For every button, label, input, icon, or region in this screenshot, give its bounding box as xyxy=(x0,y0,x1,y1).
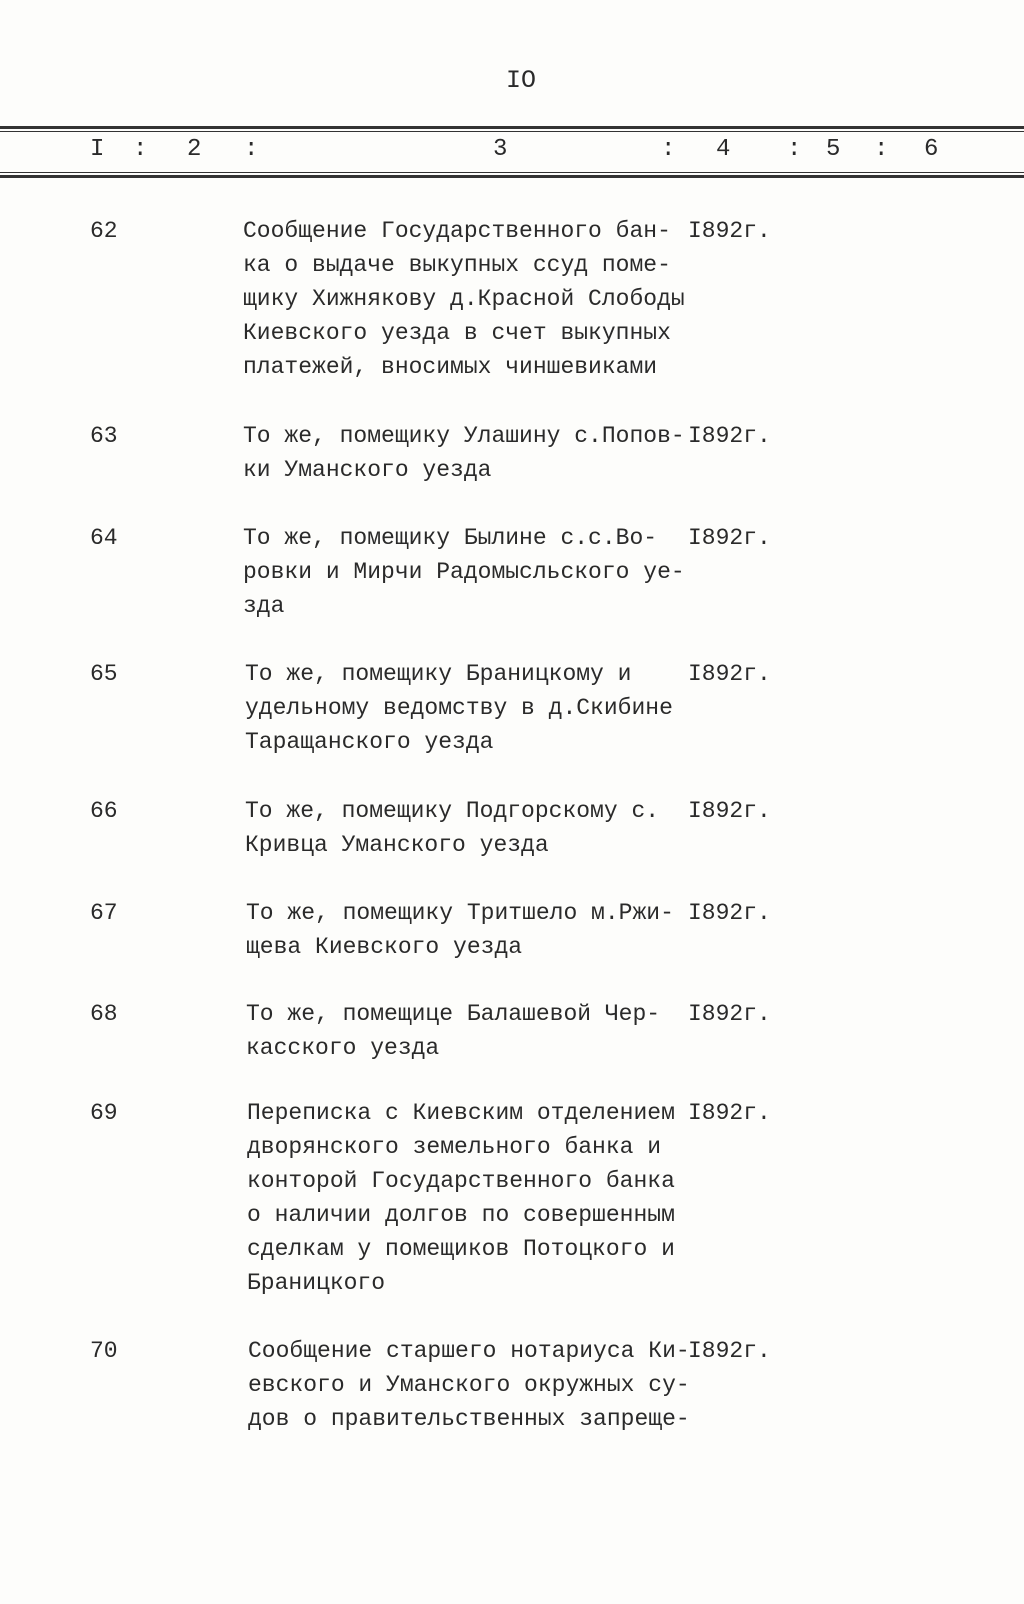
entry-year: I892г. xyxy=(688,525,771,551)
entry-number: 62 xyxy=(90,218,118,244)
description-line: дов о правительственных запреще- xyxy=(248,1406,690,1432)
entry-description xyxy=(246,896,674,964)
header-top-rule-thin xyxy=(0,131,1024,132)
entry-description xyxy=(248,1334,690,1436)
description-line: евского и Уманского окружных су- xyxy=(248,1372,690,1398)
description-line: То же, помещику Улашину с.Попов- xyxy=(243,423,685,449)
entry-number: 65 xyxy=(90,661,118,687)
entry-description xyxy=(247,1096,675,1300)
description-line: зда xyxy=(243,593,285,619)
col-sep: : xyxy=(244,136,259,163)
description-line: щева Киевского уезда xyxy=(246,934,523,960)
col-header-4: 4 xyxy=(716,136,731,163)
header-bottom-rule-thin xyxy=(0,172,1024,173)
entry-year: I892г. xyxy=(688,423,771,449)
col-sep: : xyxy=(874,136,889,163)
entry-description xyxy=(243,419,685,487)
description-line: То же, помещику Былине с.с.Во- xyxy=(243,525,658,551)
entry-number: 69 xyxy=(90,1100,118,1126)
description-line: Переписка с Киевским отделением xyxy=(247,1100,675,1126)
description-line: Таращанского уезда xyxy=(245,729,494,755)
entry-number: 70 xyxy=(90,1338,118,1364)
entry-year: I892г. xyxy=(688,218,771,244)
description-line: Кривца Уманского уезда xyxy=(245,832,549,858)
description-line: щику Хижнякову д.Красной Слободы xyxy=(243,286,685,312)
description-line: удельному ведомству в д.Скибине xyxy=(245,695,673,721)
description-line: ки Уманского уезда xyxy=(243,457,492,483)
col-header-1: I xyxy=(90,136,105,163)
col-sep: : xyxy=(133,136,148,163)
entry-description xyxy=(243,521,685,623)
entry-year: I892г. xyxy=(688,1100,771,1126)
description-line: Браницкого xyxy=(247,1270,386,1296)
col-header-3: 3 xyxy=(493,136,508,163)
description-line: То же, помещику Тритшело м.Ржи- xyxy=(246,900,674,926)
entry-description xyxy=(245,794,659,862)
description-line: То же, помещику Браницкому и xyxy=(245,661,632,687)
header-top-rule xyxy=(0,126,1024,129)
entry-year: I892г. xyxy=(688,1338,771,1364)
col-header-2: 2 xyxy=(187,136,202,163)
description-line: конторой Государственного банка xyxy=(247,1168,675,1194)
col-header-6: 6 xyxy=(924,136,939,163)
entry-description xyxy=(246,997,660,1065)
description-line: Сообщение Государственного бан- xyxy=(243,218,671,244)
entry-year: I892г. xyxy=(688,1001,771,1027)
entry-number: 64 xyxy=(90,525,118,551)
description-line: Киевского уезда в счет выкупных xyxy=(243,320,671,346)
description-line: Сообщение старшего нотариуса Ки- xyxy=(248,1338,690,1364)
description-line: сделкам у помещиков Потоцкого и xyxy=(247,1236,675,1262)
entry-number: 66 xyxy=(90,798,118,824)
header-bottom-rule xyxy=(0,175,1024,178)
description-line: ровки и Мирчи Радомысльского уе- xyxy=(243,559,685,585)
description-line: То же, помещице Балашевой Чер- xyxy=(246,1001,661,1027)
entry-description xyxy=(245,657,673,759)
col-sep: : xyxy=(787,136,802,163)
entry-number: 63 xyxy=(90,423,118,449)
entry-year: I892г. xyxy=(688,661,771,687)
entry-number: 68 xyxy=(90,1001,118,1027)
description-line: касского уезда xyxy=(246,1035,440,1061)
description-line: То же, помещику Подгорскому с. xyxy=(245,798,660,824)
entry-year: I892г. xyxy=(688,798,771,824)
page-number: IO xyxy=(506,66,537,95)
description-line: о наличии долгов по совершенным xyxy=(247,1202,675,1228)
col-header-5: 5 xyxy=(826,136,841,163)
description-line: дворянского земельного банка и xyxy=(247,1134,662,1160)
entry-number: 67 xyxy=(90,900,118,926)
entry-description xyxy=(243,214,685,384)
description-line: ка о выдаче выкупных ссуд поме- xyxy=(243,252,671,278)
description-line: платежей, вносимых чиншевиками xyxy=(243,354,658,380)
entry-year: I892г. xyxy=(688,900,771,926)
col-sep: : xyxy=(661,136,676,163)
